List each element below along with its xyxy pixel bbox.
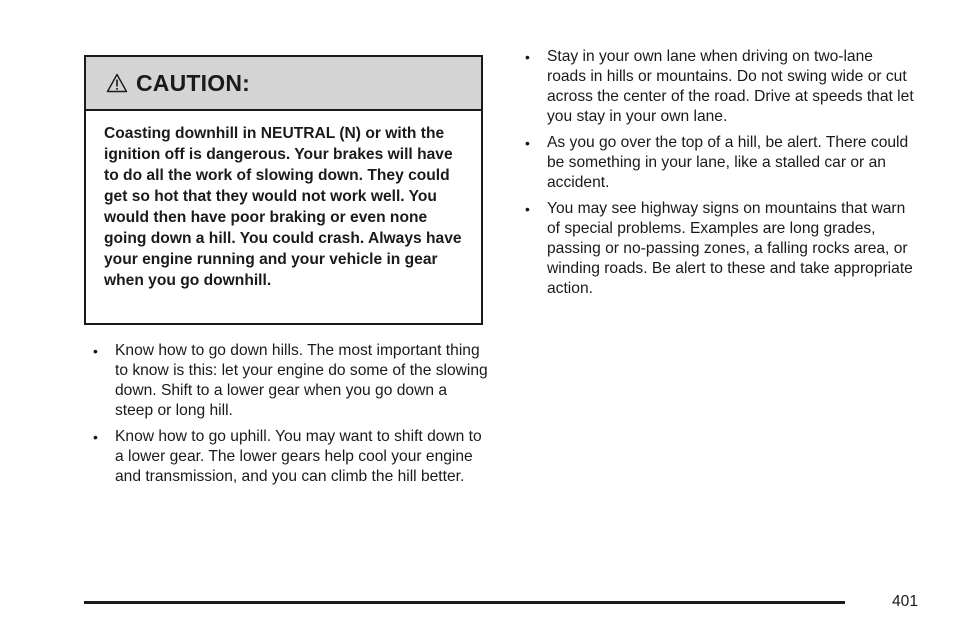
list-item-text: Know how to go down hills. The most important thing to know is this: let your engine do some of the slowing down. Shift to a lower gear when you go down a steep or long hill.: [115, 342, 488, 419]
list-item-text: You may see highway signs on mountains that warn of special problems. Examples are long grades, passing or no-passing zones, a falling rocks area, or winding roads. Be alert to these and take appropriate action.: [547, 200, 913, 297]
right-bullet-list: [516, 47, 916, 305]
page-number: 401: [891, 593, 918, 610]
list-item-text: Know how to go uphill. You may want to shift down to a lower gear. The lower gears help cool your engine and transmission, and you can climb the hill better.: [115, 428, 482, 485]
list-item: [516, 133, 916, 193]
list-item-text: As you go over the top of a hill, be alert. There could be something in your lane, like a stalled car or an accident.: [547, 134, 909, 191]
bullet-marker: •: [525, 201, 530, 217]
list-item: [516, 199, 916, 299]
left-bullet-list: [84, 341, 489, 493]
list-item: [84, 341, 489, 421]
warning-triangle-icon: [106, 73, 136, 93]
caution-text: Coasting downhill in NEUTRAL (N) or with the ignition off is dangerous. Your brakes will have to do all the work of slowing down. They could get so hot that they would not work well. You would then have poor braking or even none going down a hill. You could crash. Always have your engine running and your vehicle in gear when you go downhill.: [104, 125, 462, 289]
bullet-marker: •: [525, 49, 530, 65]
caution-title: CAUTION:: [136, 69, 251, 96]
list-item-text: Stay in your own lane when driving on two-lane roads in hills or mountains. Do not swing wide or cut across the center of the road. Drive at speeds that let you stay in your own lane.: [547, 48, 914, 125]
bullet-marker: •: [525, 135, 530, 151]
footer-rule: [84, 601, 845, 604]
caution-header: [86, 57, 481, 111]
list-item: [516, 47, 916, 127]
caution-box: [84, 55, 483, 325]
bullet-marker: •: [93, 343, 98, 359]
list-item: [84, 427, 489, 487]
bullet-marker: •: [93, 429, 98, 445]
